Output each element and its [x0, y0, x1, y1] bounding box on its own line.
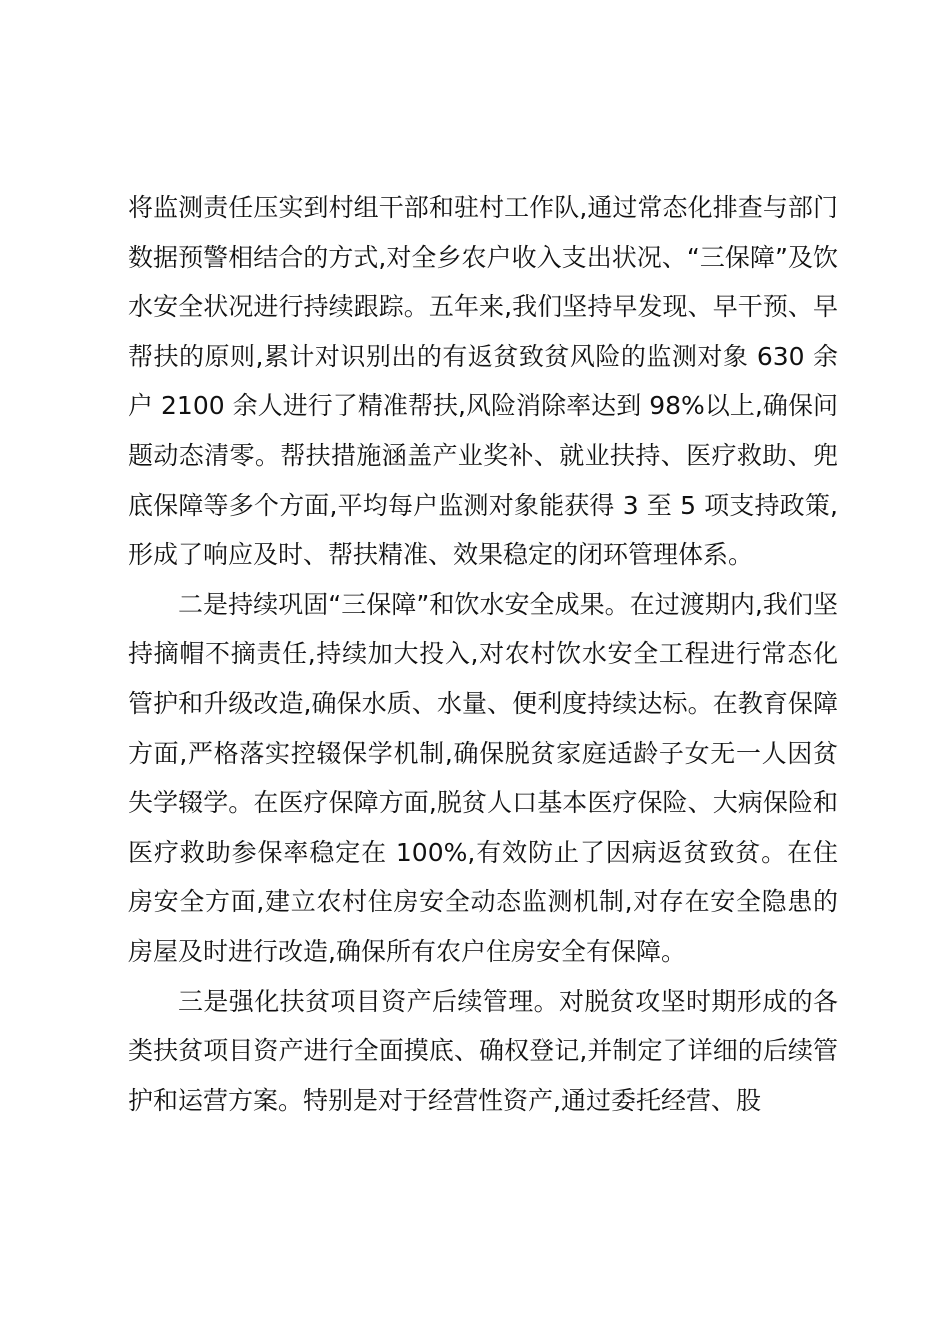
body-text [128, 183, 838, 1125]
paragraph-three: 三是强化扶贫项目资产后续管理。对脱贫攻坚时期形成的各类扶贫项目资产进行全面摸底、确权登记,并制定了详细的后续管护和运营方案。特别是对于经营性资产,通过委托经营、股 [128, 986, 838, 1115]
paragraph-continued: 将监测责任压实到村组干部和驻村工作队,通过常态化排查与部门数据预警相结合的方式,对全乡农户收入支出状况、“三保障”及饮水安全状况进行持续跟踪。五年来,我们坚持早发现、早干预、早帮扶的原则,累计对识别出的有返贫致贫风险的监测对象 630 余户 2100 余人进行了精准帮扶,风险消除率达到 98%以上,确保问题动态清零。帮扶措施涵盖产业奖补、就业扶持、医疗救助、兜底保障等多个方面,平均每户监测对象能获得 3 至 5 项支持政策,形成了响应及时、帮扶精准、效果稳定的闭环管理体系。 [128, 193, 838, 570]
paragraph-two: 二是持续巩固“三保障”和饮水安全成果。在过渡期内,我们坚持摘帽不摘责任,持续加大投入,对农村饮水安全工程进行常态化管护和升级改造,确保水质、水量、便利度持续达标。在教育保障方面,严格落实控辍保学机制,确保脱贫家庭适龄子女无一人因贫失学辍学。在医疗保障方面,脱贫人口基本医疗保险、大病保险和医疗救助参保率稳定在 100%,有效防止了因病返贫致贫。在住房安全方面,建立农村住房安全动态监测机制,对存在安全隐患的房屋及时进行改造,确保所有农户住房安全有保障。 [128, 589, 838, 966]
